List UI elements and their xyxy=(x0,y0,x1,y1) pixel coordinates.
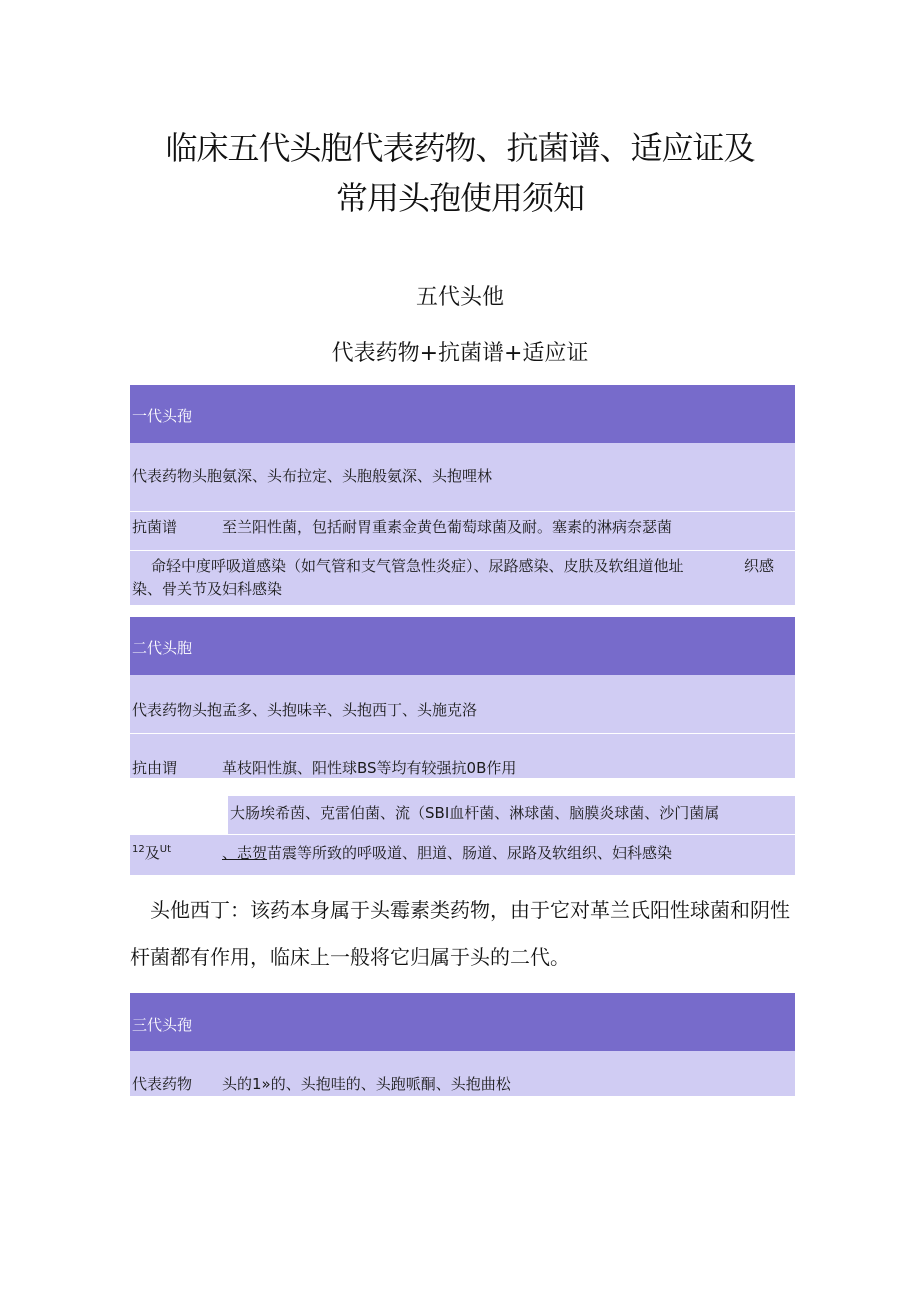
gen2-indication-body: 苗震等所致的呼吸道、胆道、肠道、尿路及软组织、妇科感染 xyxy=(267,844,673,862)
gen2-header xyxy=(130,617,795,675)
gen1-spectrum-row xyxy=(130,512,795,550)
gen2-indication-prefix-text: 及 xyxy=(144,844,160,862)
gen3-drugs-text: 头的1»的、头抱哇的、头跑哌酮、头抱曲松 xyxy=(222,1075,511,1093)
gen2-spectrum-text: 革枝阳性旗、阳性球BS等均有较强抗0B作用 xyxy=(222,759,517,777)
gen2-extra-row xyxy=(228,796,795,834)
section-title: 五代头他 xyxy=(415,285,504,310)
gen2-indication-sup1: 12 xyxy=(132,844,145,855)
section-subtitle: 代表药物+抗菌谱+适应证 xyxy=(331,341,589,366)
gen3-drugs-row xyxy=(130,1051,795,1096)
gen3-header-label: 三代头孢 xyxy=(132,1016,193,1034)
gen1-indication-row xyxy=(130,551,795,605)
gen2-extra-text: 大肠埃希茵、克雷伯菌、流（SBI血杆菌、淋球菌、脑膜炎球菌、沙门菌属 xyxy=(230,804,720,822)
gen1-header xyxy=(130,385,795,443)
gen2-indication-prefix xyxy=(132,842,171,863)
gen1-indication-line1-tail: 织感 xyxy=(744,557,775,575)
gen2-indication-link[interactable]: 、志贺 xyxy=(222,844,268,862)
gen2-spectrum-row xyxy=(130,734,795,778)
gen2-drugs-text: 代表药物头抱孟多、头抱味辛、头抱西丁、头施克洛 xyxy=(132,701,478,719)
gen2-indication-row xyxy=(130,835,795,875)
gen1-spectrum-label: 抗菌谱 xyxy=(132,518,178,536)
gen2-indication-sup2: Ut xyxy=(159,844,171,855)
gen3-header xyxy=(130,993,795,1051)
gen1-spectrum-text: 至兰阳性菌，包括耐胃重素金黄色葡萄球菌及耐。塞素的淋病奈瑟菌 xyxy=(222,518,673,536)
gen1-indication-line2: 染、骨关节及妇科感染 xyxy=(132,580,283,598)
page-title-line1: 临床五代头胞代表药物、抗菌谱、适应证及 xyxy=(165,129,755,167)
gen3-drugs-label: 代表药物 xyxy=(132,1075,193,1093)
gen1-header-label: 一代头孢 xyxy=(132,407,193,425)
gen1-drugs-row xyxy=(130,443,795,511)
note-line1: 头他西丁：该药本身属于头霉素类药物，由于它对革兰氏阳性球菌和阴性 xyxy=(150,898,790,922)
page-title-line2: 常用头孢使用须知 xyxy=(335,179,584,217)
note-line2: 杆菌都有作用，临床上一般将它归属于头的二代。 xyxy=(130,945,570,969)
gen2-indication-text xyxy=(222,842,672,863)
gen1-drugs-text: 代表药物头胞氨深、头布拉定、头胞般氨深、头抱哩林 xyxy=(132,467,493,485)
gen2-spectrum-label: 抗由谓 xyxy=(132,759,178,777)
gen1-indication-line1: 命轻中度呼吸道感染（如气管和支气管急性炎症）、尿路感染、皮肤及软组道他址 xyxy=(151,557,684,575)
gen2-drugs-row xyxy=(130,675,795,733)
gen2-header-label: 二代头胞 xyxy=(132,639,193,657)
